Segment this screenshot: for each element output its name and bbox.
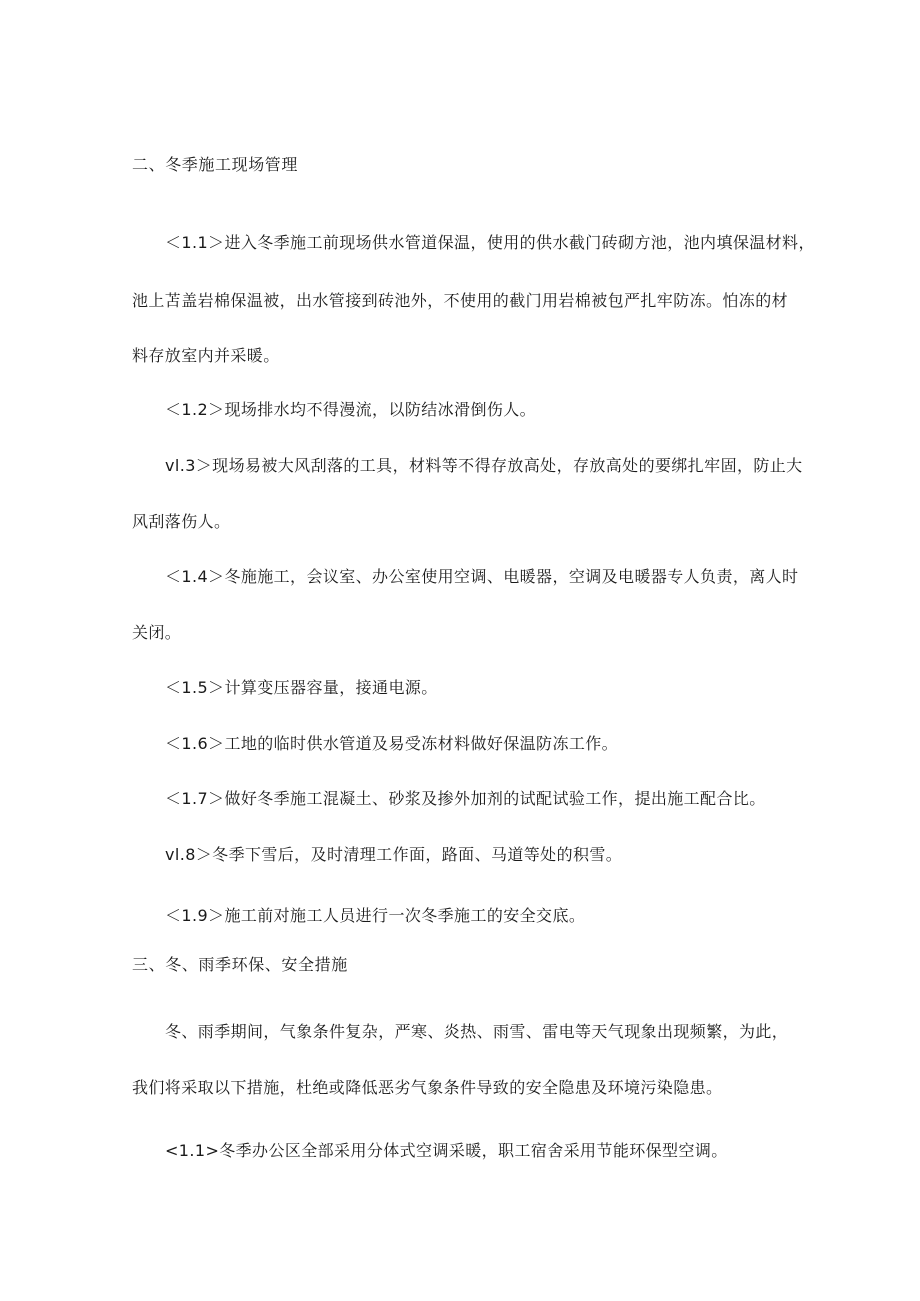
paragraph-line: 冬、雨季期间，气象条件复杂，严寒、炎热、雨雪、雷电等天气现象出现频繁，为此， [165,1022,789,1041]
paragraph-line: 我们将采取以下措施，杜绝或降低恶劣气象条件导致的安全隐患及环境污染隐患。 [132,1078,723,1097]
section-heading: 三、冬、雨季环保、安全措施 [132,955,348,974]
paragraph-line: 池上苫盖岩棉保温被，出水管接到砖池外，不使用的截门用岩棉被包严扎牢防冻。怕冻的材 [132,291,789,310]
paragraph-line: ＜1.6＞工地的临时供水管道及易受冻材料做好保温防冻工作。 [165,734,619,753]
paragraph-line: ＜1.7＞做好冬季施工混凝土、砂浆及掺外加剂的试配试验工作，提出施工配合比。 [165,789,766,808]
paragraph-line: vl.3＞现场易被大风刮落的工具，材料等不得存放高处，存放高处的要绑扎牢固，防止大 [165,456,803,475]
paragraph-line: ＜1.2＞现场排水均不得漫流，以防结冰滑倒伤人。 [165,400,537,419]
paragraph-line: 风刮落伤人。 [132,512,231,531]
paragraph-line: 关闭。 [132,623,182,642]
paragraph-line: ＜1.9＞施工前对施工人员进行一次冬季施工的安全交底。 [165,906,586,925]
paragraph-line: vl.8＞冬季下雪后，及时清理工作面，路面、马道等处的积雪。 [165,845,623,864]
paragraph-line: <1.1>冬季办公区全部采用分体式空调采暖，职工宿舍采用节能环保型空调。 [165,1141,728,1160]
paragraph-line: ＜1.1＞进入冬季施工前现场供水管道保温，使用的供水截门砖砌方池，池内填保温材料， [165,233,815,252]
paragraph-line: 料存放室内并采暖。 [132,346,280,365]
section-heading: 二、冬季施工现场管理 [132,155,299,174]
paragraph-line: ＜1.4＞冬施施工，会议室、办公室使用空调、电暖器，空调及电暖器专人负责，离人时 [165,567,799,586]
paragraph-line: ＜1.5＞计算变压器容量，接通电源。 [165,678,438,697]
